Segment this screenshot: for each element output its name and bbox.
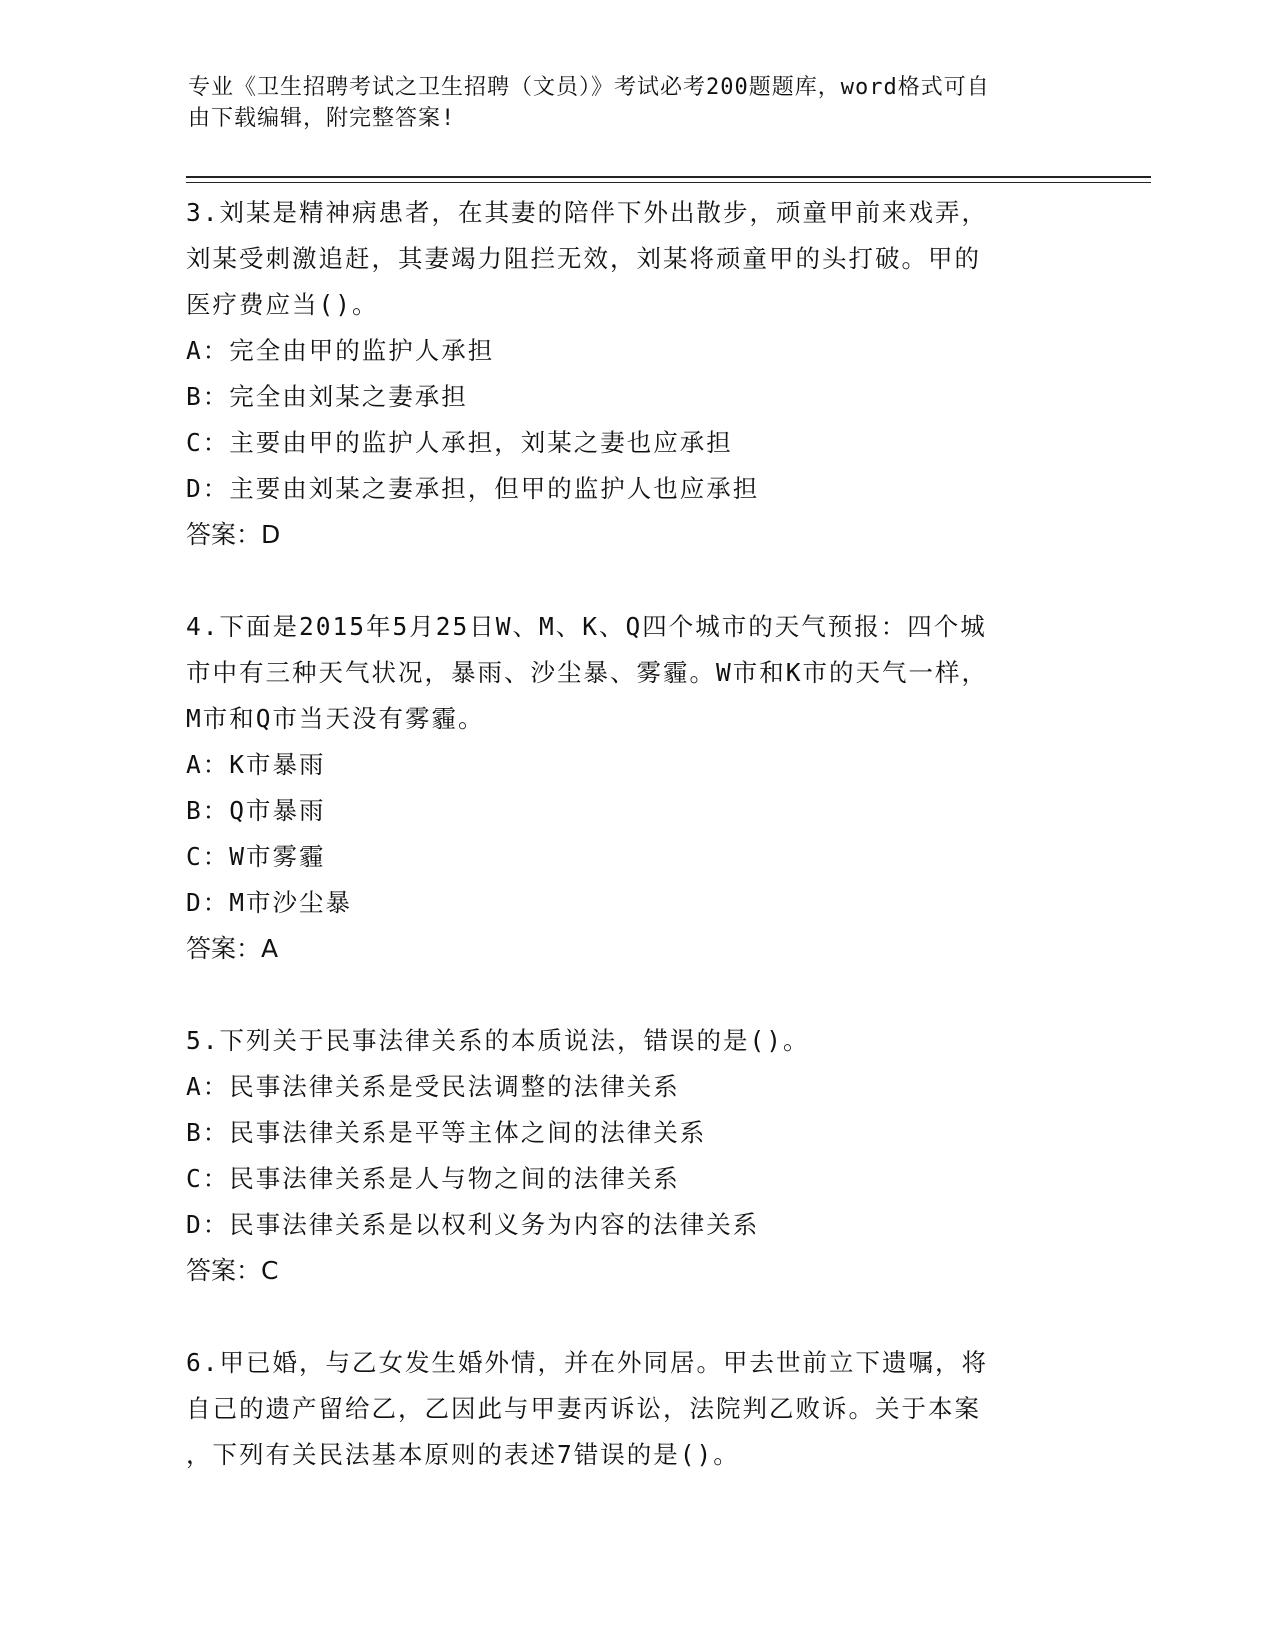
question-text-line: 市中有三种天气状况，暴雨、沙尘暴、雾霾。W市和K市的天气一样，	[186, 658, 988, 687]
header-line-2: 由下载编辑，附完整答案!	[188, 106, 456, 131]
document-header	[188, 72, 1068, 134]
question-list	[186, 190, 1086, 1524]
question-text-line: 医疗费应当()。	[186, 290, 379, 319]
option-c: C：主要由甲的监护人承担，刘某之妻也应承担	[186, 428, 733, 457]
question-3	[186, 190, 1086, 558]
question-text-line: 3.刘某是精神病患者，在其妻的陪伴下外出散步，顽童甲前来戏弄，	[186, 198, 988, 227]
question-5	[186, 1018, 1086, 1294]
option-d: D：主要由刘某之妻承担，但甲的监护人也应承担	[186, 474, 760, 503]
question-text-line: 5.下列关于民事法律关系的本质说法，错误的是()。	[186, 1026, 810, 1055]
option-a: A：完全由甲的监护人承担	[186, 336, 495, 365]
answer: 答案：C	[186, 1256, 279, 1285]
option-b: B：Q市暴雨	[186, 796, 326, 825]
option-b: B：完全由刘某之妻承担	[186, 382, 468, 411]
option-d: D：M市沙尘暴	[186, 888, 352, 917]
option-b: B：民事法律关系是平等主体之间的法律关系	[186, 1118, 707, 1147]
header-divider-thin	[186, 182, 1151, 183]
option-d: D：民事法律关系是以权利义务为内容的法律关系	[186, 1210, 760, 1239]
question-6	[186, 1340, 1086, 1478]
question-4	[186, 604, 1086, 972]
question-text-line: 6.甲已婚，与乙女发生婚外情，并在外同居。甲去世前立下遗嘱，将	[186, 1348, 988, 1377]
option-a: A：民事法律关系是受民法调整的法律关系	[186, 1072, 680, 1101]
question-text-line: M市和Q市当天没有雾霾。	[186, 704, 485, 733]
question-text-line: 自己的遗产留给乙，乙因此与甲妻丙诉讼，法院判乙败诉。关于本案	[186, 1394, 981, 1423]
option-c: C：W市雾霾	[186, 842, 326, 871]
question-text-line: 4.下面是2015年5月25日W、M、K、Q四个城市的天气预报：四个城	[186, 612, 987, 641]
header-divider	[186, 176, 1151, 178]
question-text-line: ，下列有关民法基本原则的表述7错误的是()。	[186, 1440, 740, 1469]
option-a: A：K市暴雨	[186, 750, 326, 779]
option-c: C：民事法律关系是人与物之间的法律关系	[186, 1164, 680, 1193]
header-line-1: 专业《卫生招聘考试之卫生招聘（文员）》考试必考200题题库，word格式可自	[188, 75, 990, 100]
answer: 答案：D	[186, 520, 281, 549]
answer: 答案：A	[186, 934, 279, 963]
question-text-line: 刘某受刺激追赶，其妻竭力阻拦无效，刘某将顽童甲的头打破。甲的	[186, 244, 981, 273]
